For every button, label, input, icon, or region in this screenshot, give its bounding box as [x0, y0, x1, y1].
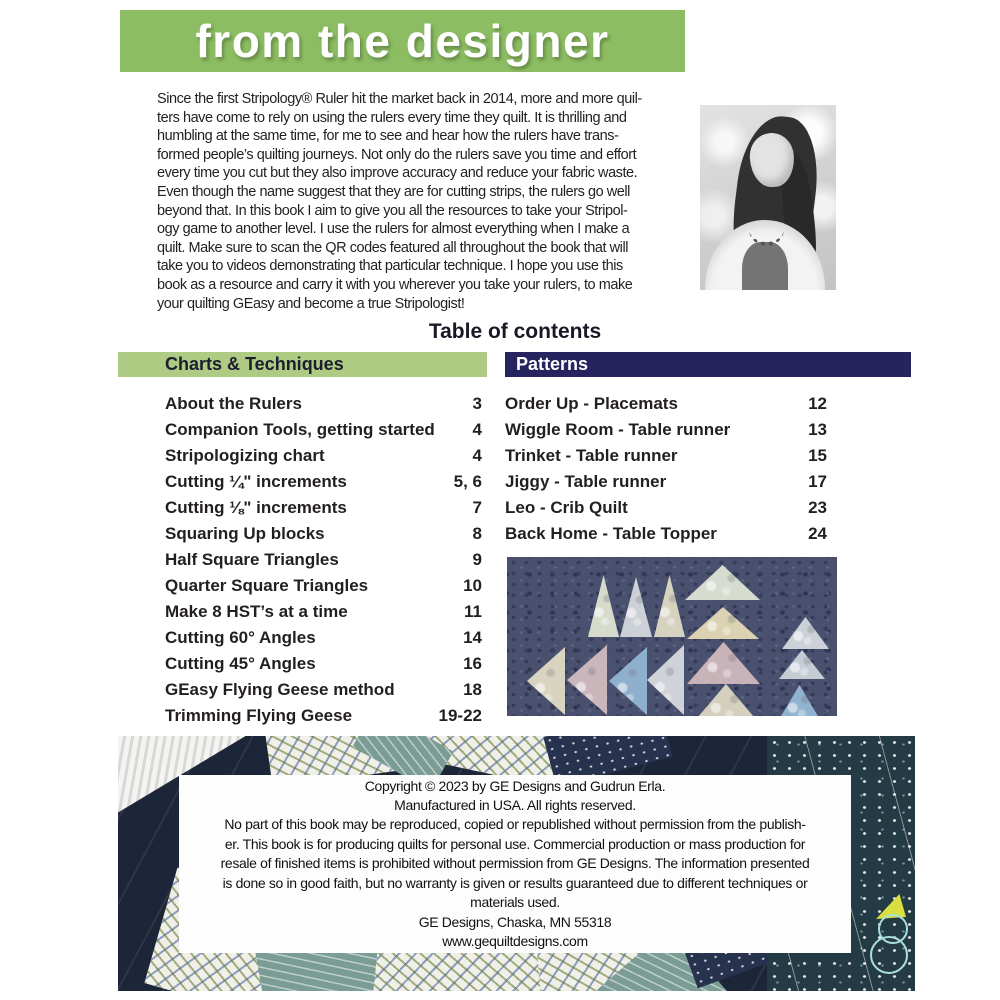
toc-list-charts [165, 391, 482, 729]
toc-item-label: Cutting ¼" increments [165, 472, 347, 491]
toc-item-page: 18 [463, 680, 482, 699]
toc-row [165, 625, 482, 651]
toc-item-label: Quarter Square Triangles [165, 576, 369, 595]
toc-item-label: Back Home - Table Topper [505, 524, 717, 543]
toc-item-page: 3 [472, 394, 482, 413]
toc-section-charts-label: Charts & Techniques [165, 354, 344, 374]
flying-geese-triangle [588, 575, 619, 637]
toc-item-label: Companion Tools, getting started [165, 420, 435, 439]
toc-item-label: Order Up - Placemats [505, 394, 678, 413]
flying-geese-triangle [654, 575, 685, 637]
toc-row [165, 703, 482, 729]
toc-row [165, 391, 482, 417]
toc-row [505, 469, 827, 495]
portrait-necklace [749, 212, 784, 246]
toc-item-label: Wiggle Room - Table runner [505, 420, 731, 439]
page-title: from the designer [195, 15, 610, 67]
toc-item-label: Make 8 HST’s at a time [165, 602, 348, 621]
copyright-line: resale of finished items is prohibited without permission from GE Designs. The information presented [220, 855, 810, 872]
toc-row [165, 651, 482, 677]
toc-item-label: Jiggy - Table runner [505, 472, 667, 491]
toc-item-page: 15 [808, 446, 827, 465]
copyright-line: er. This book is for producing quilts for personal use. Commercial production or mass production for [224, 835, 806, 852]
flying-geese-triangle [687, 642, 760, 684]
toc-item-label: GEasy Flying Geese method [165, 680, 395, 699]
toc-row [165, 677, 482, 703]
toc-item-page: 23 [808, 498, 827, 517]
toc-item-page: 13 [808, 420, 827, 439]
toc-item-page: 11 [464, 602, 482, 621]
intro-line: your quilting GEasy and become a true Stripologist! [157, 295, 465, 312]
flying-geese-triangle [687, 607, 759, 639]
intro-line: quilt. Make sure to scan the QR codes featured all throughout the book that will [157, 239, 628, 256]
copyright-line: Manufactured in USA. All rights reserved. [394, 797, 636, 814]
page-header-bar [120, 10, 685, 72]
copyright-line: No part of this book may be reproduced, copied or republished without permission from the publish- [224, 816, 806, 833]
toc-list-patterns [505, 391, 827, 547]
toc-item-label: Trinket - Table runner [505, 446, 678, 465]
toc-row [165, 495, 482, 521]
toc-item-page: 12 [808, 394, 827, 413]
intro-line: humbling at the same time, for me to see and hear how the rulers have trans- [157, 128, 619, 145]
flying-geese-triangle [692, 684, 760, 716]
intro-paragraph [157, 90, 702, 313]
intro-line: book as a resource and carry it with you wherever you take your rulers, to make [157, 276, 633, 293]
flying-geese-triangle [567, 645, 607, 715]
toc-row [165, 417, 482, 443]
flying-geese-triangle [779, 650, 825, 679]
copyright-box [179, 775, 851, 953]
flying-geese-triangle [620, 577, 652, 637]
toc-item-page: 9 [472, 550, 482, 569]
quilt-circle-doodle [870, 936, 908, 974]
intro-line: formed people’s quilting journeys. Not only do the rulers save you time and effort [157, 146, 637, 163]
intro-line: take you to videos demonstrating that particular technique. I hope you use this [157, 258, 623, 275]
toc-row [505, 417, 827, 443]
toc-row [165, 469, 482, 495]
designer-portrait-photo [700, 105, 836, 290]
copyright-line: materials used. [470, 894, 560, 911]
toc-item-page: 19-22 [438, 706, 482, 725]
toc-item-label: Cutting 60° Angles [165, 628, 316, 647]
toc-item-label: Squaring Up blocks [165, 524, 325, 543]
flying-geese-quilt-image [507, 557, 837, 716]
flying-geese-triangle [685, 565, 760, 600]
toc-row [165, 573, 482, 599]
flying-geese-triangle [609, 647, 647, 715]
copyright-address: GE Designs, Chaska, MN 55318 [418, 913, 612, 930]
intro-line: every time you cut but they also improve accuracy and reduce your fabric waste. [157, 165, 638, 182]
toc-item-label: Stripologizing chart [165, 446, 325, 465]
intro-line: Even though the name suggest that they are for cutting strips, the rulers go well [157, 183, 630, 200]
toc-item-page: 4 [472, 446, 482, 465]
intro-line: Since the first Stripology® Ruler hit the market back in 2014, more and more quil- [157, 91, 642, 107]
toc-row [505, 391, 827, 417]
toc-item-page: 5, 6 [453, 472, 482, 491]
flying-geese-triangle [527, 647, 565, 715]
toc-section-charts-header [118, 352, 487, 377]
toc-row [505, 495, 827, 521]
toc-item-page: 7 [472, 498, 482, 517]
intro-line: ogy game to another level. I use the rulers for almost everything when I make a [157, 221, 630, 238]
flying-geese-triangle [647, 645, 684, 715]
copyright-website: www.gequiltdesigns.com [442, 932, 588, 949]
toc-item-page: 17 [808, 472, 827, 491]
toc-item-page: 24 [808, 524, 827, 543]
toc-section-patterns-label: Patterns [516, 354, 589, 374]
toc-row [505, 521, 827, 547]
toc-title: Table of contents [428, 320, 602, 343]
toc-item-label: About the Rulers [165, 394, 302, 413]
toc-row [505, 443, 827, 469]
toc-item-page: 10 [463, 576, 482, 595]
flying-geese-triangle [782, 617, 829, 649]
toc-section-patterns-header [505, 352, 911, 377]
copyright-line: is done so in good faith, but no warranty is given or results guaranteed due to different techniques or [222, 874, 808, 891]
toc-item-page: 8 [472, 524, 482, 543]
intro-line: ters have come to rely on using the rulers every time they quilt. It is thrilling and [157, 109, 627, 126]
toc-item-label: Cutting ⅛" increments [165, 498, 347, 517]
copyright-line: Copyright © 2023 by GE Designs and Gudrun Erla. [364, 777, 666, 794]
toc-item-label: Half Square Triangles [165, 550, 339, 569]
toc-row [165, 599, 482, 625]
toc-item-label: Cutting 45° Angles [165, 654, 316, 673]
toc-item-page: 14 [463, 628, 482, 647]
toc-item-label: Leo - Crib Quilt [505, 498, 628, 517]
toc-row [165, 547, 482, 573]
toc-item-page: 4 [472, 420, 482, 439]
toc-row [165, 443, 482, 469]
flying-geese-triangle [777, 685, 822, 716]
toc-row [165, 521, 482, 547]
toc-item-label: Trimming Flying Geese [165, 706, 353, 725]
toc-item-page: 16 [463, 654, 482, 673]
portrait-top [742, 242, 788, 290]
intro-line: beyond that. In this book I aim to give you all the resources to take your Stripol- [157, 202, 628, 219]
